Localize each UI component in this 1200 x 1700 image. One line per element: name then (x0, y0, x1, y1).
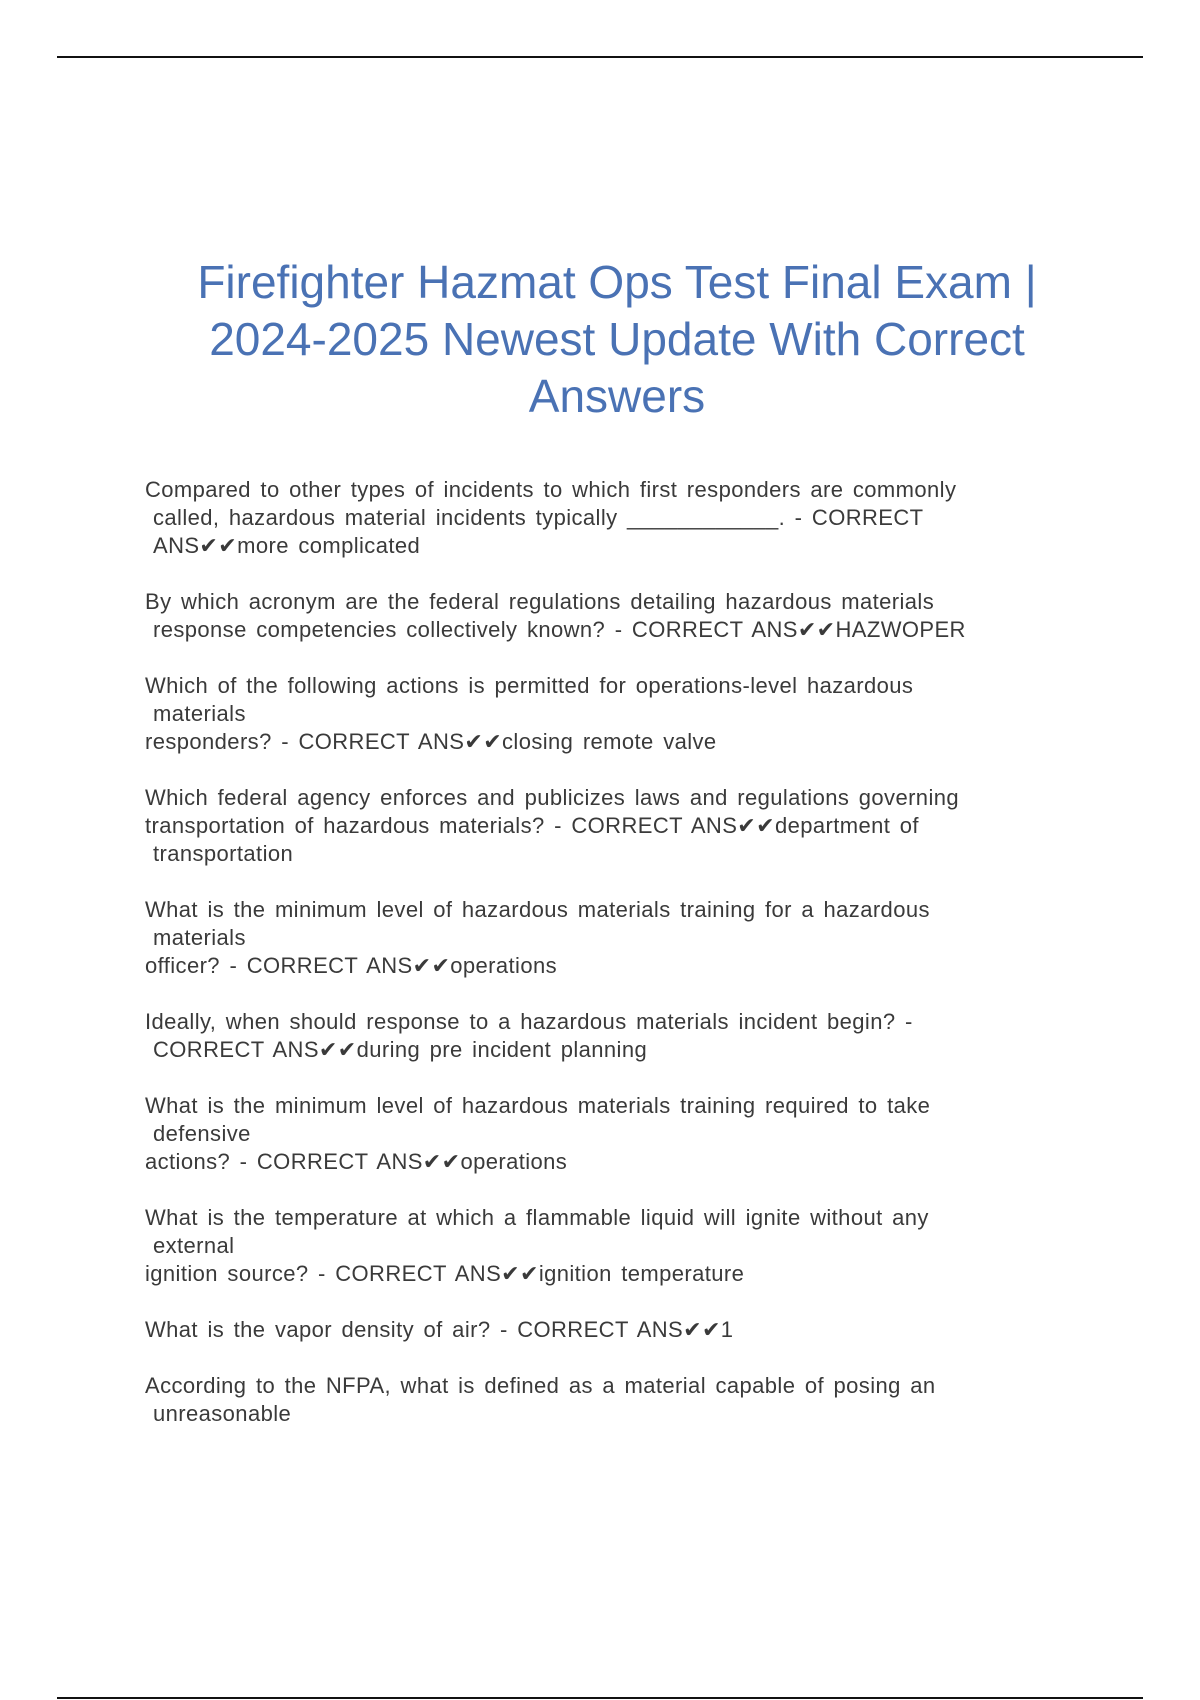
question-text-line: Which federal agency enforces and publicizes laws and regulations governing (145, 785, 960, 810)
question-answer-item (145, 1092, 1045, 1176)
question-text-line: external (153, 1233, 235, 1258)
question-text-line: actions? - CORRECT ANS✔✔operations (145, 1149, 568, 1174)
question-text-line: materials (153, 701, 246, 726)
question-text-line: transportation (153, 841, 294, 866)
title-line: Answers (528, 370, 706, 422)
question-text-line: Which of the following actions is permitted for operations-level hazardous (145, 673, 914, 698)
question-text-line: officer? - CORRECT ANS✔✔operations (145, 953, 558, 978)
question-text-line: ignition source? - CORRECT ANS✔✔ignition temperature (145, 1261, 745, 1286)
bottom-rule (57, 1697, 1143, 1699)
question-answer-item (145, 476, 1045, 560)
question-answer-item (145, 672, 1045, 756)
question-answer-item (145, 1372, 1045, 1428)
question-text-line: unreasonable (153, 1401, 292, 1426)
document-title (150, 254, 1084, 425)
question-text-line: response competencies collectively known? - CORRECT ANS✔✔HAZWOPER (153, 617, 966, 642)
top-rule (57, 56, 1143, 58)
title-line: Firefighter Hazmat Ops Test Final Exam | (197, 256, 1037, 308)
question-text-line: According to the NFPA, what is defined as a material capable of posing an (145, 1373, 936, 1398)
question-text-line: By which acronym are the federal regulations detailing hazardous materials (145, 589, 935, 614)
question-answer-item (145, 588, 1045, 644)
question-answer-list (145, 476, 1045, 1456)
question-text-line: Ideally, when should response to a hazardous materials incident begin? - (145, 1009, 913, 1034)
question-answer-item (145, 896, 1045, 980)
question-text-line: transportation of hazardous materials? - CORRECT ANS✔✔department of (145, 813, 919, 838)
question-text-line: responders? - CORRECT ANS✔✔closing remote valve (145, 729, 717, 754)
question-text-line: What is the minimum level of hazardous materials training for a hazardous (145, 897, 930, 922)
title-line: 2024-2025 Newest Update With Correct (209, 313, 1025, 365)
question-text-line: CORRECT ANS✔✔during pre incident planning (153, 1037, 648, 1062)
question-text-line: defensive (153, 1121, 251, 1146)
question-answer-item (145, 1008, 1045, 1064)
question-text-line: What is the vapor density of air? - CORRECT ANS✔✔1 (145, 1317, 734, 1342)
question-answer-item (145, 1316, 1045, 1344)
question-text-line: called, hazardous material incidents typically ____________. - CORRECT (153, 505, 924, 530)
question-text-line: ANS✔✔more complicated (153, 533, 421, 558)
question-text-line: materials (153, 925, 246, 950)
question-text-line: What is the temperature at which a flammable liquid will ignite without any (145, 1205, 929, 1230)
question-answer-item (145, 1204, 1045, 1288)
question-text-line: Compared to other types of incidents to which first responders are commonly (145, 477, 957, 502)
question-text-line: What is the minimum level of hazardous materials training required to take (145, 1093, 931, 1118)
question-answer-item (145, 784, 1045, 868)
